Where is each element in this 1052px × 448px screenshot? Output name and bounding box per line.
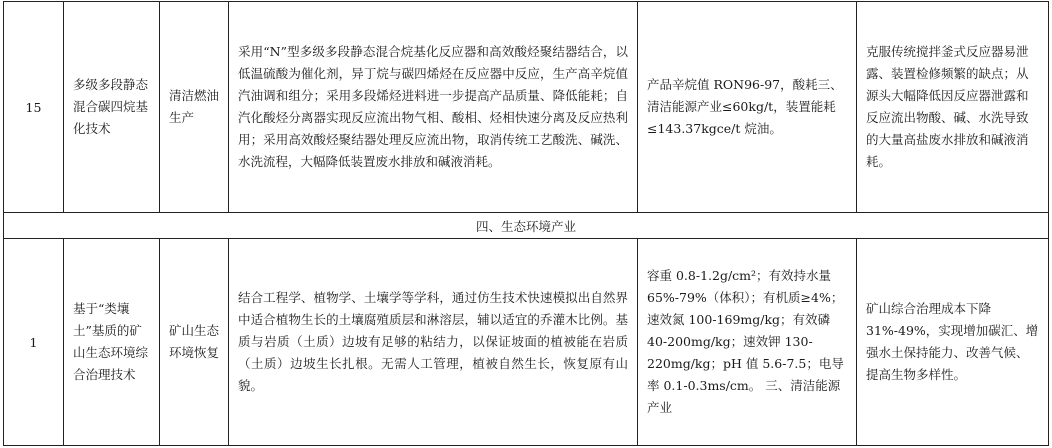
table-row	[4, 239, 1049, 446]
application-field: 清洁燃油生产	[160, 2, 229, 213]
technology-description: 结合工程学、植物学、土壤学等学科，通过仿生技术快速模拟出自然界中适合植物生长的土壤腐殖质层和淋溶层，辅以适宜的乔灌木比例。基质与岩质（土质）边坡有足够的粘结力，以保证坡面的植被能在岩质（土质）边坡生长扎根。无需人工管理，植被自然生长，恢复原有山貌。	[229, 239, 638, 446]
benefits: 矿山综合治理成本下降 31%-49%，实现增加碳汇、增强水土保持能力、改善气候、提高生物多样性。	[857, 239, 1049, 446]
benefits: 克服传统搅拌釜式反应器易泄露、装置检修频繁的缺点；从源头大幅降低因反应器泄露和反应流出物酸、碱、水洗导致的大量高盐废水排放和碱液消耗。	[857, 2, 1049, 213]
key-indicators: 容重 0.8-1.2g/cm²；有效持水量 65%-79%（体积）；有机质≥4%；速效氮 100-169mg/kg；有效磷 40-200mg/kg；速效钾 130-220mg/kg；pH 值 5.6-7.5；电导率 0.1-0.3ms/cm。 三、清洁能源产业	[638, 239, 857, 446]
technology-name: 多级多段静态混合碳四烷基化技术	[64, 2, 160, 213]
key-indicators: 产品辛烷值 RON96-97，酸耗三、清洁能源产业≤60kg/t，装置能耗≤143.37kgce/t 烷油。	[638, 2, 857, 213]
technology-name: 基于“类壤土”基质的矿山生态环境综合治理技术	[64, 239, 160, 446]
application-field: 矿山生态环境恢复	[160, 239, 229, 446]
technology-table	[3, 1, 1049, 446]
technology-description: 采用“N”型多级多段静态混合烷基化反应器和高效酸烃聚结器结合，以低温硫酸为催化剂，异丁烷与碳四烯烃在反应器中反应，生产高辛烷值汽油调和组分；采用多段烯烃进料进一步提高产品质量、降低能耗；自汽化酸烃分离器实现反应流出物气相、酸相、烃相快速分离及反应热利用；采用高效酸烃聚结器处理反应流出物，取消传统工艺酸洗、碱洗、水洗流程，大幅降低装置废水排放和碱液消耗。	[229, 2, 638, 213]
section-heading: 四、生态环境产业	[4, 213, 1049, 239]
table-row	[4, 2, 1049, 213]
section-heading-row	[4, 213, 1049, 239]
row-number: 1	[4, 239, 64, 446]
row-number: 15	[4, 2, 64, 213]
